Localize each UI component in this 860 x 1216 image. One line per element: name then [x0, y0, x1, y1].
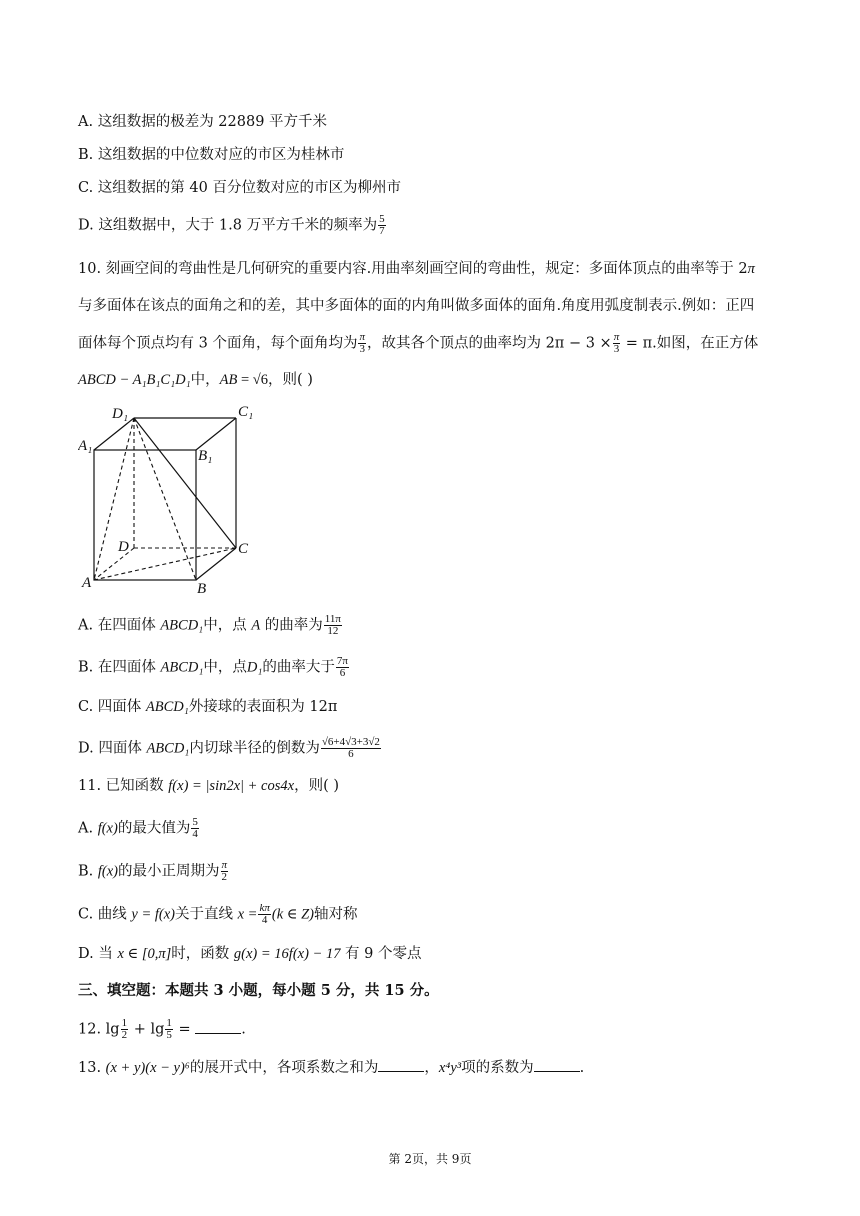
option-text: 内切球半径的倒数为: [189, 740, 320, 757]
option-math: x ∈ [0,π]: [117, 946, 172, 962]
q9-option-d-text: D. 这组数据中，大于 1.8 万平方千米的频率为: [78, 217, 378, 234]
fraction-den: 7: [379, 225, 385, 237]
fraction-den: 2: [121, 1029, 128, 1041]
fraction-den: 4: [192, 828, 198, 840]
fraction-num: 1: [121, 1017, 128, 1029]
q11-option-d: [78, 944, 422, 964]
option-text: D. 当: [78, 946, 118, 962]
q12-text: .: [241, 1021, 246, 1038]
q11-option-b: [78, 860, 229, 883]
option-math: y = f(x): [131, 906, 175, 923]
option-math: g(x) = 16f(x) − 17: [233, 946, 341, 962]
q10-option-a: [78, 614, 343, 637]
q11-text: ，则( ): [294, 778, 340, 794]
q13-text: 项的系数为: [461, 1060, 534, 1076]
q13-term: x⁴y³: [438, 1060, 462, 1076]
q11-function: f(x) = |sin2x| + cos4x: [168, 778, 295, 794]
option-fraction: [221, 860, 229, 883]
option-fraction: [321, 737, 381, 760]
option-text: 时，函数: [171, 946, 234, 962]
fraction-num: π: [221, 859, 228, 871]
label-b1: B₁: [198, 448, 213, 464]
fraction-num: 7π: [336, 655, 348, 667]
option-math: f(x): [97, 863, 118, 880]
label-d: D: [118, 539, 129, 555]
option-text: 外接球的表面积为 12π: [188, 699, 338, 715]
q9-option-a: A. 这组数据的极差为 22889 平方千米: [78, 114, 328, 130]
q9-option-d-fraction: [378, 214, 386, 237]
option-math: ABCD₁: [160, 617, 204, 634]
option-label: B.: [78, 863, 98, 880]
label-a1: A₁: [78, 438, 93, 454]
q13-text: .: [579, 1060, 585, 1076]
q12-text: + lg: [129, 1021, 165, 1038]
q9-option-c: C. 这组数据的第 40 百分位数对应的市区为柳州市: [78, 180, 401, 196]
q10-ab-value: = √6: [237, 372, 269, 388]
q12-text: =: [173, 1021, 196, 1038]
q13-text: ，: [424, 1060, 439, 1076]
fraction-num: 11π: [324, 613, 341, 625]
option-text: B. 在四面体: [78, 659, 161, 676]
option-text: 的最大值为: [117, 820, 191, 837]
answer-blank[interactable]: [378, 1059, 424, 1072]
q13-expression: (x + y)(x − y)⁶: [105, 1060, 190, 1076]
q10-option-b: [78, 656, 350, 679]
q10-fraction: [358, 332, 366, 355]
q10-text: = π.如图，在正方体: [621, 335, 759, 352]
option-text: C. 四面体: [78, 699, 146, 715]
q12-fraction: [165, 1018, 173, 1041]
q11-text: 11. 已知函数: [78, 778, 169, 794]
fraction-num: π: [613, 331, 620, 343]
q12: [78, 1018, 246, 1041]
option-text: 的曲率大于: [262, 659, 335, 676]
option-math: ABCD₁: [145, 699, 189, 715]
option-text: C. 曲线: [78, 906, 132, 923]
q12-fraction: [121, 1018, 129, 1041]
section-heading: 三、填空题：本题共 3 小题，每小题 5 分，共 15 分。: [78, 982, 439, 999]
option-math: f(x): [97, 820, 118, 837]
fraction-num: 5: [192, 816, 198, 828]
option-math: D₁: [246, 659, 263, 676]
fraction-num: √6+4√3+3√2: [321, 736, 380, 748]
option-text: 中，点: [203, 617, 252, 634]
q10-stem-line4: [78, 370, 313, 390]
fraction-num: π: [359, 331, 365, 343]
fraction-den: 3: [359, 343, 365, 355]
q10-stem-line3: [78, 332, 758, 355]
cube-figure: [78, 400, 268, 595]
option-fraction: [336, 656, 349, 679]
option-text: 的曲率为: [260, 617, 323, 634]
page-footer: 第 2页，共 9页: [388, 1152, 472, 1166]
fraction-den: 3: [613, 343, 620, 355]
q11-stem: [78, 776, 339, 796]
option-math: (k ∈ Z): [271, 906, 315, 923]
fraction-den: 12: [327, 625, 339, 637]
q10-text: 10. 刻画空间的弯曲性是几何研究的重要内容.用曲率刻画空间的弯曲性，规定：多面体顶点的曲率等于 2: [78, 261, 748, 277]
q12-text: 12. lg: [78, 1021, 120, 1038]
option-math: ABCD₁: [146, 740, 190, 757]
q10-text: ，则( ): [268, 372, 313, 388]
fraction-den: 6: [339, 667, 346, 679]
q13: [78, 1058, 584, 1078]
option-math: ABCD₁: [160, 659, 204, 676]
q10-pi: π: [747, 261, 755, 277]
option-text: 的最小正周期为: [118, 863, 220, 880]
q11-option-c: [78, 903, 358, 926]
label-c1: C₁: [238, 404, 254, 420]
q10-stem-line2: 与多面体在该点的面角之和的差，其中多面体的面的内角叫做多面体的面角.角度用弧度制表示.例如：正四: [78, 298, 755, 314]
q13-text: 13.: [78, 1060, 106, 1076]
option-math: A: [251, 617, 261, 634]
option-text: A. 在四面体: [78, 617, 161, 634]
option-fraction: [191, 817, 199, 840]
fraction-den: 4: [261, 914, 268, 926]
q10-option-d: [78, 737, 382, 760]
fraction-num: kπ: [259, 902, 270, 914]
label-b: B: [197, 581, 207, 595]
q10-text: ，故其各个顶点的曲率均为 2π − 3 ×: [366, 335, 612, 352]
q10-ab: AB: [219, 372, 238, 388]
q10-cube-name: ABCD − A₁B₁C₁D₁: [78, 372, 191, 388]
fraction-den: 2: [221, 871, 227, 883]
option-math: x =: [237, 906, 258, 923]
q10-stem-line1: [78, 259, 755, 279]
q9-option-d: [78, 214, 387, 237]
q10-fraction: [613, 332, 621, 355]
fraction-num: 1: [166, 1017, 172, 1029]
option-text: 关于直线: [175, 906, 238, 923]
option-label: A.: [78, 820, 98, 837]
fraction-den: 5: [166, 1029, 172, 1041]
label-d1: D₁: [112, 406, 129, 422]
answer-blank[interactable]: [534, 1059, 580, 1072]
fraction-den: 6: [348, 748, 354, 760]
answer-blank[interactable]: [195, 1021, 241, 1034]
q13-text: 的展开式中，各项系数之和为: [189, 1060, 379, 1076]
option-text: 中，点: [203, 659, 247, 676]
q11-option-a: [78, 817, 200, 840]
option-text: 有 9 个零点: [340, 946, 422, 962]
q10-text: 面体每个顶点均有 3 个面角，每个面角均为: [78, 335, 358, 352]
fraction-num: 5: [379, 213, 385, 225]
q10-option-c: [78, 697, 337, 717]
option-text: D. 四面体: [78, 740, 147, 757]
label-a: A: [82, 575, 92, 591]
option-text: 轴对称: [314, 906, 358, 923]
q9-option-b: B. 这组数据的中位数对应的市区为桂林市: [78, 147, 345, 163]
option-fraction: [258, 903, 270, 926]
label-c: C: [238, 541, 249, 557]
option-fraction: [324, 614, 342, 637]
q10-text: 中，: [190, 372, 220, 388]
